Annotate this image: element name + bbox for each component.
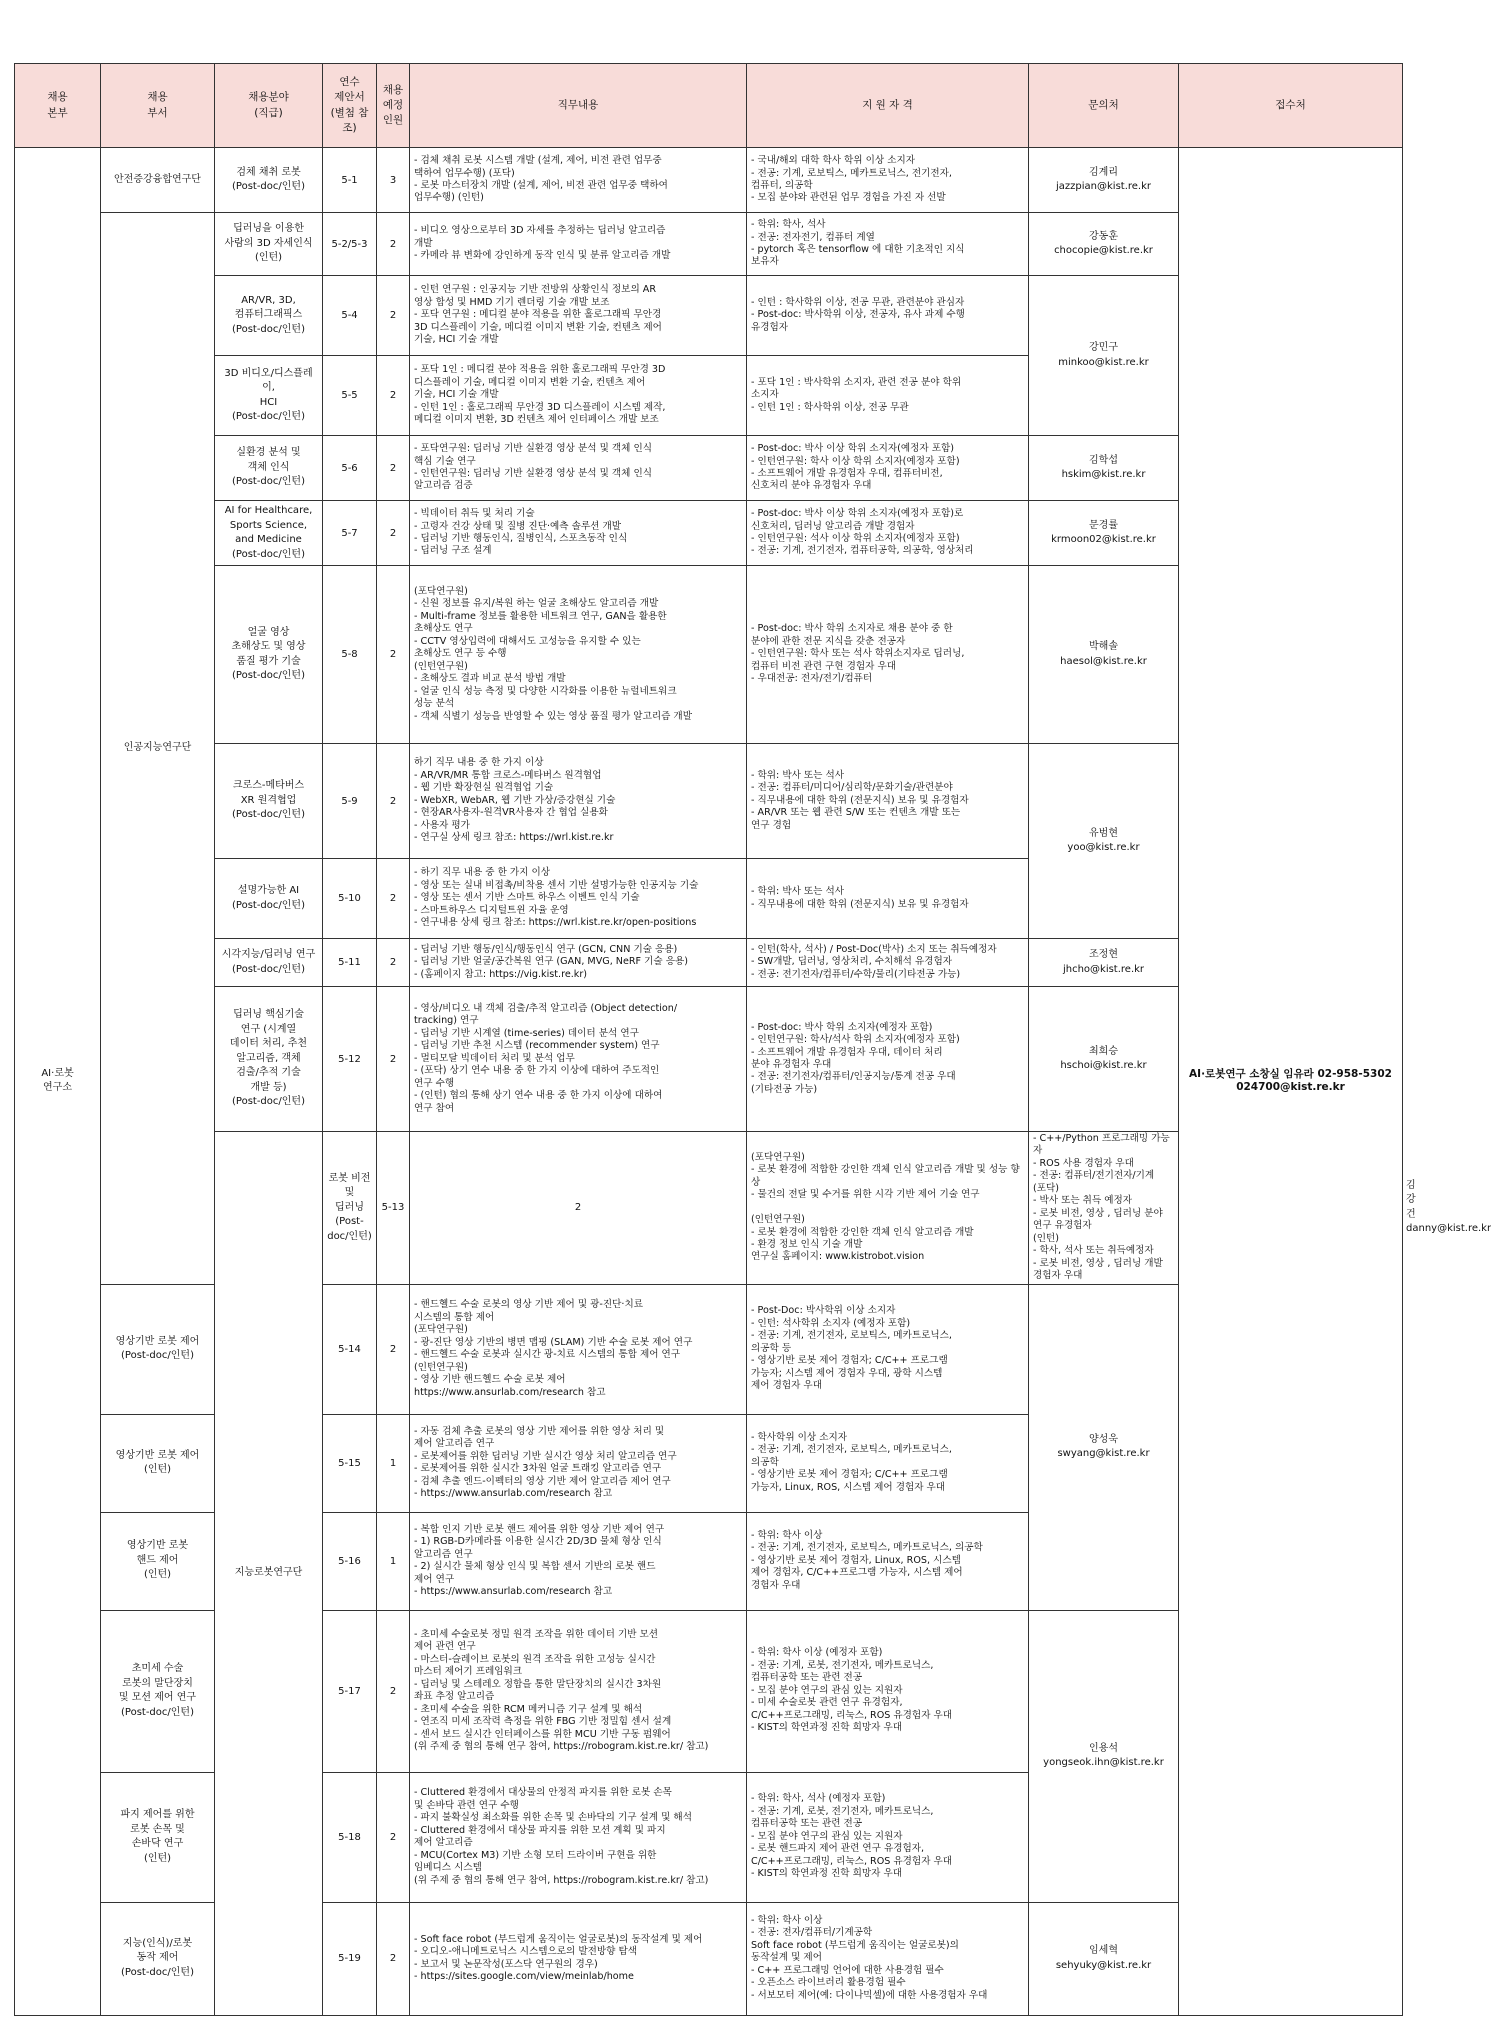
- qualifications-cell: - Post-Doc: 박사학위 이상 소지자 - 인턴: 석사학위 소지자 (예정자 포함) - 전공: 기계, 전기전자, 로보틱스, 메카트로닉스, 의공학 등 - 영상기반 로봇 제어 경험자; C/C++ 프로그램 가능자; 시스템 제어 경험자 우대, 광학 시스템 제어 경험자 우대: [747, 1284, 1029, 1414]
- proposal-code: 5-11: [323, 939, 377, 987]
- contact-cell: 김학섭 hskim@kist.re.kr: [1029, 436, 1179, 501]
- duties-cell: - 포닥연구원: 딥러닝 기반 실환경 영상 분석 및 객체 인식 핵심 기술 연구 - 인턴연구원: 딥러닝 기반 실환경 영상 분석 및 객체 인식 알고리즘 검증: [410, 436, 747, 501]
- field-cell: 검체 채취 로봇 (Post-doc/인턴): [215, 148, 323, 213]
- proposal-code: 5-19: [323, 1902, 377, 2015]
- duties-cell: - Soft face robot (부드럽게 움직이는 얼굴로봇)의 동작설계 및 제어 - 오디오-애니메트로닉스 시스템으로의 발전방향 탐색 - 보고서 및 논문작성(포스닥 연구원의 경우) - https://sites.google.com/view/meinlab/home: [410, 1902, 747, 2015]
- contact-cell: 문경률 krmoon02@kist.re.kr: [1029, 501, 1179, 566]
- duties-cell: - 핸드헬드 수술 로봇의 영상 기반 제어 및 광-진단·치료 시스템의 통합 제어 (포닥연구원) - 광-진단 영상 기반의 병면 맵핑 (SLAM) 기반 수술 로봇 제어 연구 - 핸드헬드 수술 로봇과 실시간 광-치료 시스템의 통합 제어 연구 (인턴연구원) - 영상 기반 핸드헬드 수술 로봇 제어 https://www.ansurlab.com/research 참고: [410, 1284, 747, 1414]
- field-cell: 크로스-메타버스 XR 원격협업 (Post-doc/인턴): [215, 744, 323, 859]
- field-cell: 영상기반 로봇 제어 (인턴): [101, 1414, 215, 1512]
- headcount-cell: 1: [377, 1512, 410, 1610]
- proposal-code: 5-6: [323, 436, 377, 501]
- recruitment-table-sheet: [14, 63, 1491, 2016]
- duties-cell: - 포닥 1인 : 메디컬 분야 적용을 위한 홀로그래픽 무안경 3D 디스플레이 기술, 메디컬 이미지 변환 기술, 컨텐츠 제어 기술, HCI 기술 개발 - 인턴 1인 : 홀로그래픽 무안경 3D 디스플레이 시스템 제작, 메디컬 이미지 변환, 3D 컨텐츠 제어 인터페이스 개발 보조: [410, 356, 747, 436]
- proposal-code: 5-2/5-3: [323, 213, 377, 276]
- field-cell: 로봇 비전 및 딥러닝 (Post-doc/인턴): [323, 1132, 377, 1285]
- qualifications-cell: - 학위: 학사 이상 (예정자 포함) - 전공: 기계, 로봇, 전기전자, 메카트로닉스, 컴퓨터공학 또는 관련 전공 - 모집 분야 연구의 관심 있는 지원자 - 미세 수술로봇 관련 연구 유경험자, C/C++프로그래밍, 리눅스, ROS 유경험자 우대 - KIST의 학연과정 진학 희망자 우대: [747, 1610, 1029, 1772]
- proposal-code: 5-17: [323, 1610, 377, 1772]
- proposal-code: 5-10: [323, 859, 377, 939]
- headcount-cell: 2: [377, 436, 410, 501]
- duties-cell: - 복합 인지 기반 로봇 핸드 제어를 위한 영상 기반 제어 연구 - 1) RGB-D카메라를 이용한 실시간 2D/3D 물체 형상 인식 알고리즘 연구 - 2) 실시간 물체 형상 인식 및 복합 센서 기반의 로봇 핸드 제어 연구 - https://www.ansurlab.com/research 참고: [410, 1512, 747, 1610]
- header-qualifications: 지 원 자 격: [747, 64, 1029, 148]
- contact-cell: 강동훈 chocopie@kist.re.kr: [1029, 213, 1179, 276]
- contact-cell: 김계리 jazzpian@kist.re.kr: [1029, 148, 1179, 213]
- qualifications-cell: - 학위: 학사, 석사 (예정자 포함) - 전공: 기계, 로봇, 전기전자, 메카트로닉스, 컴퓨터공학 또는 관련 전공 - 모집 분야 연구의 관심 있는 지원자 - 로봇 핸드파지 제어 관련 연구 유경험자, C/C++프로그래밍, 리눅스, ROS 유경험자 우대 - KIST의 학연과정 진학 희망자 우대: [747, 1772, 1029, 1902]
- duties-cell: - 인턴 연구원 : 인공지능 기반 전방위 상황인식 정보의 AR 영상 합성 및 HMD 기기 렌더링 기술 개발 보조 - 포닥 연구원 : 메디컬 분야 적용을 위한 홀로그래픽 무안경 3D 디스플레이 기술, 메디컬 이미지 변환 기술, 컨텐츠 제어 기술, HCI 기술 개발: [410, 276, 747, 356]
- table-row: [15, 148, 1403, 213]
- headcount-cell: 2: [377, 939, 410, 987]
- qualifications-cell: - 학위: 학사 이상 - 전공: 기계, 전기전자, 로보틱스, 메카트로닉스, 의공학 - 영상기반 로봇 제어 경험자, Linux, ROS, 시스템 제어 경험자, C/C++프로그램 가능자, 시스템 제어 경험자 우대: [747, 1512, 1029, 1610]
- proposal-code: 5-18: [323, 1772, 377, 1902]
- header-reception: 접수처: [1179, 64, 1403, 148]
- proposal-code: 5-7: [323, 501, 377, 566]
- contact-cell: 최희승 hschoi@kist.re.kr: [1029, 987, 1179, 1132]
- headcount-cell: 1: [377, 1414, 410, 1512]
- qualifications-cell: - 인턴(학사, 석사) / Post-Doc(박사) 소지 또는 취득예정자 - SW개발, 딥러닝, 영상처리, 수치해석 유경험자 - 전공: 전기전자/컴퓨터/수학/물리(기타전공 가능): [747, 939, 1029, 987]
- field-cell: 영상기반 로봇 핸드 제어 (인턴): [101, 1512, 215, 1610]
- field-cell: 딥러닝을 이용한 사람의 3D 자세인식 (인턴): [215, 213, 323, 276]
- qualifications-cell: - 인턴 : 학사학위 이상, 전공 무관, 관련분야 관심자 - Post-doc: 박사학위 이상, 전공자, 유사 과제 수행 유경험자: [747, 276, 1029, 356]
- headcount-cell: 2: [377, 213, 410, 276]
- contact-cell: 조정현 jhcho@kist.re.kr: [1029, 939, 1179, 987]
- qualifications-cell: - 학위: 학사, 석사 - 전공: 전자전기, 컴퓨터 계열 - pytorch 혹은 tensorflow 에 대한 기초적인 지식 보유자: [747, 213, 1029, 276]
- headcount-cell: 2: [410, 1132, 747, 1285]
- proposal-code: 5-16: [323, 1512, 377, 1610]
- qualifications-cell: - 학위: 학사 이상 - 전공: 전자/컴퓨터/기계공학 Soft face robot (부드럽게 움직이는 얼굴로봇)의 동작설계 및 제어 - C++ 프로그래밍 언어에 대한 사용경험 필수 - 오픈소스 라이브러리 활용경험 필수 - 서보모터 제어(예: 다이나믹셀)에 대한 사용경험자 우대: [747, 1902, 1029, 2015]
- proposal-code: 5-14: [323, 1284, 377, 1414]
- contact-cell: 강민구 minkoo@kist.re.kr: [1029, 276, 1179, 436]
- headcount-cell: 2: [377, 276, 410, 356]
- duties-cell: - 비디오 영상으로부터 3D 자세를 추정하는 딥러닝 알고리즘 개발 - 카메라 뷰 변화에 강인하게 동작 인식 및 분류 알고리즘 개발: [410, 213, 747, 276]
- duties-cell: - 딥러닝 기반 행동/인식/행동인식 연구 (GCN, CNN 기술 응용) - 딥러닝 기반 얼굴/공간복원 연구 (GAN, MVG, NeRF 기술 응용) - (홈페이지 참고: https://vig.kist.re.kr): [410, 939, 747, 987]
- contact-cell: 양성욱 swyang@kist.re.kr: [1029, 1284, 1179, 1610]
- department-cell: 지능로봇연구단: [215, 1132, 323, 2016]
- qualifications-cell: - 포닥 1인 : 박사학위 소지자, 관련 전공 분야 학위 소지자 - 인턴 1인 : 학사학위 이상, 전공 무관: [747, 356, 1029, 436]
- field-cell: 지능(인식)/로봇 동작 제어 (Post-doc/인턴): [101, 1902, 215, 2015]
- qualifications-cell: - Post-doc: 박사 이상 학위 소지자(예정자 포함)로 신호처리, 딥러닝 알고리즘 개발 경험자 - 인턴연구원: 석사 이상 학위 소지자(예정자 포함) - 전공: 기계, 전기전자, 컴퓨터공학, 의공학, 영상처리: [747, 501, 1029, 566]
- duties-cell: - Cluttered 환경에서 대상물의 안정적 파지를 위한 로봇 손목 및 손바닥 관련 연구 수행 - 파지 불확실성 최소화를 위한 손목 및 손바닥의 기구 설계 및 해석 - Cluttered 환경에서 대상물 파지를 위한 모션 계획 및 파지 제어 알고리즘 - MCU(Cortex M3) 기반 소형 모터 드라이버 구현을 위한 임베디스 시스템 (위 주제 중 협의 통해 연구 참여, https://robogram.kist.re.kr/ 참고): [410, 1772, 747, 1902]
- proposal-code: 5-9: [323, 744, 377, 859]
- field-cell: 설명가능한 AI (Post-doc/인턴): [215, 859, 323, 939]
- qualifications-cell: - 국내/해외 대학 학사 학위 이상 소지자 - 전공: 기계, 로보틱스, 메카트로닉스, 전기전자, 컴퓨터, 의공학 - 모집 분야와 관련된 업무 경험을 가진 자 선발: [747, 148, 1029, 213]
- proposal-code: 5-8: [323, 566, 377, 744]
- recruitment-table: [14, 63, 1491, 2016]
- header-field: 채용분야 (직급): [215, 64, 323, 148]
- headcount-cell: 2: [377, 356, 410, 436]
- proposal-code: 5-4: [323, 276, 377, 356]
- field-cell: 초미세 수술 로봇의 말단장치 및 모션 제어 연구 (Post-doc/인턴): [101, 1610, 215, 1772]
- reception-cell: AI·로봇연구 소창실 임유라 02-958-5302 024700@kist.re.kr: [1179, 148, 1403, 2016]
- field-cell: AI for Healthcare, Sports Science, and Medicine (Post-doc/인턴): [215, 501, 323, 566]
- field-cell: 영상기반 로봇 제어 (Post-doc/인턴): [101, 1284, 215, 1414]
- contact-cell: 임세혁 sehyuky@kist.re.kr: [1029, 1902, 1179, 2015]
- header-division: 채용 본부: [15, 64, 101, 148]
- proposal-code: 5-13: [377, 1132, 410, 1285]
- qualifications-cell: - Post-doc: 박사 이상 학위 소지자(예정자 포함) - 인턴연구원: 학사 이상 학위 소지자(예정자 포함) - 소프트웨어 개발 유경험자 우대, 컴퓨터비전, 신호처리 분야 유경험자 우대: [747, 436, 1029, 501]
- headcount-cell: 2: [377, 859, 410, 939]
- field-cell: 파지 제어를 위한 로봇 손목 및 손바닥 연구 (인턴): [101, 1772, 215, 1902]
- duties-cell: (포닥연구원) - 신원 정보를 유지/복원 하는 얼굴 초해상도 알고리즘 개발 - Multi-frame 정보를 활용한 네트워크 연구, GAN을 활용한 초해상도 연구 - CCTV 영상입력에 대해서도 고성능을 유지할 수 있는 초해상도 연구 등 수행 (인턴연구원) - 초해상도 결과 비교 분석 방법 개발 - 얼굴 인식 성능 측정 및 다양한 시각화를 이용한 뉴럴네트워크 성능 분석 - 객체 식별기 성능을 반영할 수 있는 영상 품질 평가 알고리즘 개발: [410, 566, 747, 744]
- field-cell: 딥러닝 핵심기술 연구 (시계열 데이터 처리, 추천 알고리즘, 객체 검출/추적 기술 개발 등) (Post-doc/인턴): [215, 987, 323, 1132]
- field-cell: 실환경 분석 및 객체 인식 (Post-doc/인턴): [215, 436, 323, 501]
- headcount-cell: 2: [377, 987, 410, 1132]
- department-cell: 안전증강융합연구단: [101, 148, 215, 213]
- headcount-cell: 2: [377, 501, 410, 566]
- field-cell: 얼굴 영상 초해상도 및 영상 품질 평가 기술 (Post-doc/인턴): [215, 566, 323, 744]
- field-cell: 3D 비디오/디스플레이, HCI (Post-doc/인턴): [215, 356, 323, 436]
- duties-cell: 하기 직무 내용 중 한 가지 이상 - AR/VR/MR 통합 크로스-메타버스 원격협업 - 웹 기반 확장현실 원격협업 기술 - WebXR, WebAR, 웹 기반 가상/증강현실 기술 - 현장AR사용자-원격VR사용자 간 협업 실용화 - 사용자 평가 - 연구실 상세 링크 참조: https://wrl.kist.re.kr: [410, 744, 747, 859]
- duties-cell: (포닥연구원) - 로봇 환경에 적합한 강인한 객체 인식 알고리즘 개발 및 성능 향상 - 물건의 전달 및 수거를 위한 시각 기반 제어 기술 연구 (인턴연구원) - 로봇 환경에 적합한 강인한 객체 인식 알고리즘 개발 - 환경 정보 인식 기술 개발 연구실 홈페이지: www.kistrobot.vision: [747, 1132, 1029, 1285]
- proposal-code: 5-5: [323, 356, 377, 436]
- header-proposal: 연수 제안서 (별첨 참조): [323, 64, 377, 148]
- headcount-cell: 2: [377, 1902, 410, 2015]
- qualifications-cell: - 학사학위 이상 소지자 - 전공: 기계, 전기전자, 로보틱스, 메카트로닉스, 의공학 - 영상기반 로봇 제어 경험자; C/C++ 프로그램 가능자, Linux, ROS, 시스템 제어 경험자 우대: [747, 1414, 1029, 1512]
- contact-cell: 인용석 yongseok.ihn@kist.re.kr: [1029, 1610, 1179, 1902]
- headcount-cell: 3: [377, 148, 410, 213]
- header-department: 채용 부서: [101, 64, 215, 148]
- header-row: [15, 64, 1403, 148]
- duties-cell: - 검체 채취 로봇 시스템 개발 (설계, 제어, 비전 관련 업무중 택하여 업무수행) (포닥) - 로봇 마스터장치 개발 (설계, 제어, 비전 관련 업무중 택하여 업무수행) (인턴): [410, 148, 747, 213]
- qualifications-cell: - Post-doc: 박사 학위 소지자로 채용 분야 중 한 분야에 관한 전문 지식을 갖춘 전공자 - 인턴연구원: 학사 또는 석사 학위소지자로 딥러닝, 컴퓨터 비전 관련 구현 경험자 우대 - 우대전공: 전자/전기/컴퓨터: [747, 566, 1029, 744]
- proposal-code: 5-12: [323, 987, 377, 1132]
- qualifications-cell: - 학위: 박사 또는 석사 - 전공: 컴퓨터/미디어/심리학/문화기술/관련분야 - 직무내용에 대한 학위 (전문지식) 보유 및 유경험자 - AR/VR 또는 웹 관련 S/W 또는 컨텐츠 개발 또는 연구 경험: [747, 744, 1029, 859]
- duties-cell: - 하기 직무 내용 중 한 가지 이상 - 영상 또는 실내 비접촉/비착용 센서 기반 설명가능한 인공지능 기술 - 영상 또는 센서 기반 스마트 하우스 이벤트 인식 기술 - 스마트하우스 디지털트윈 자율 운영 - 연구내용 상세 링크 참조: https://wrl.kist.re.kr/open-positions: [410, 859, 747, 939]
- headcount-cell: 2: [377, 1610, 410, 1772]
- headcount-cell: 2: [377, 1772, 410, 1902]
- header-contact: 문의처: [1029, 64, 1179, 148]
- proposal-code: 5-15: [323, 1414, 377, 1512]
- field-cell: 시각지능/딥러닝 연구 (Post-doc/인턴): [215, 939, 323, 987]
- header-duties: 직무내용: [410, 64, 747, 148]
- qualifications-cell: - 학위: 박사 또는 석사 - 직무내용에 대한 학위 (전문지식) 보유 및 유경험자: [747, 859, 1029, 939]
- division-cell: AI·로봇 연구소: [15, 148, 101, 2016]
- contact-cell: 유범현 yoo@kist.re.kr: [1029, 744, 1179, 939]
- header-headcount: 채용 예정 인원: [377, 64, 410, 148]
- headcount-cell: 2: [377, 744, 410, 859]
- qualifications-cell: - C++/Python 프로그래밍 가능자 - ROS 사용 경험자 우대 - 전공: 컴퓨터/전기전자/기계 (포닥) - 박사 또는 취득 예정자 - 로봇 비전, 영상 , 딥러닝 분야 연구 유경험자 (인턴) - 학사, 석사 또는 취득예정자 - 로봇 비전, 영상 , 딥러닝 개발 경험자 우대: [1029, 1132, 1179, 1285]
- proposal-code: 5-1: [323, 148, 377, 213]
- contact-cell: 박해솔 haesol@kist.re.kr: [1029, 566, 1179, 744]
- duties-cell: - 초미세 수술로봇 정밀 원격 조작을 위한 데이터 기반 모션 제어 관련 연구 - 마스터-슬레이브 로봇의 원격 조작을 위한 고성능 실시간 마스터 제어기 프레임워크 - 딥러닝 및 스테레오 정합을 통한 말단장치의 실시간 3차원 좌표 추정 알고리즘 - 초미세 수술을 위한 RCM 메커니즘 기구 설계 및 해석 - 연조직 미세 조작력 측정을 위한 FBG 기반 정밀힘 센서 설계 - 센서 보드 실시간 인터페이스를 위한 MCU 기반 구동 펌웨어 (위 주제 중 협의 통해 연구 참여, https://robogram.kist.re.kr/ 참고): [410, 1610, 747, 1772]
- department-cell: 인공지능연구단: [101, 213, 215, 1285]
- qualifications-cell: - Post-doc: 박사 학위 소지자(예정자 포함) - 인턴연구원: 학사/석사 학위 소지자(예정자 포함) - 소프트웨어 개발 유경험자 우대, 데이터 처리 분야 유경험자 우대 - 전공: 전기전자/컴퓨터/인공지능/통계 전공 우대 (기타전공 가능): [747, 987, 1029, 1132]
- duties-cell: - 영상/비디오 내 객체 검출/추적 알고리즘 (Object detection/ tracking) 연구 - 딥러닝 기반 시계열 (time-series) 데이터 분석 연구 - 딥러닝 기반 추천 시스템 (recommender system) 연구 - 멀티모달 빅데이터 처리 및 분석 업무 - (포닥) 상기 연수 내용 중 한 가지 이상에 대하여 주도적인 연구 수행 - (인턴) 협의 통해 상기 연수 내용 중 한 가지 이상에 대하여 연구 참여: [410, 987, 747, 1132]
- duties-cell: - 빅데이터 취득 및 처리 기술 - 고령자 건강 상태 및 질병 진단·예측 솔루션 개발 - 딥러닝 기반 행동인식, 질병인식, 스포츠동작 인식 - 딥러닝 구조 설계: [410, 501, 747, 566]
- headcount-cell: 2: [377, 566, 410, 744]
- headcount-cell: 2: [377, 1284, 410, 1414]
- duties-cell: - 자동 검체 추출 로봇의 영상 기반 제어를 위한 영상 처리 및 제어 알고리즘 연구 - 로봇제어를 위한 딥러닝 기반 실시간 영상 처리 알고리즘 연구 - 로봇제어를 위한 실시간 3차원 얼굴 트래킹 알고리즘 연구 - 검체 추출 엔드-이펙터의 영상 기반 제어 알고리즘 제어 연구 - https://www.ansurlab.com/research 참고: [410, 1414, 747, 1512]
- field-cell: AR/VR, 3D, 컴퓨터그래픽스 (Post-doc/인턴): [215, 276, 323, 356]
- table-row: 지능로봇연구단 로봇 비전 및 딥러닝 (Post-doc/인턴) 5-13 2 (포닥연구원) - 로봇 환경에 적합한 강인한 객체 인식 알고리즘 개발 및 성능 향상 - 물건의 전달 및 수거를 위한 시각 기반 제어 기술 연구 (인턴연구원) - 로봇 환경에 적합한 강인한 객체 인식 알고리즘 개발 - 환경 정보 인식 기술 개발 연구실 홈페이지: www.kistrobot.vision - C++/Python 프로그래밍 가능자 - ROS 사용 경험자 우대 - 전공: 컴퓨터/전기전자/기계 (포닥) - 박사 또는 취득 예정자 - 로봇 비전, 영상 , 딥러닝 분야 연구 유경험자 (인턴) - 학사, 석사 또는 취득예정자 - 로봇 비전, 영상 , 딥러닝 개발 경험자 우대 김강건 danny@kist.re.kr: [15, 1132, 1403, 1285]
